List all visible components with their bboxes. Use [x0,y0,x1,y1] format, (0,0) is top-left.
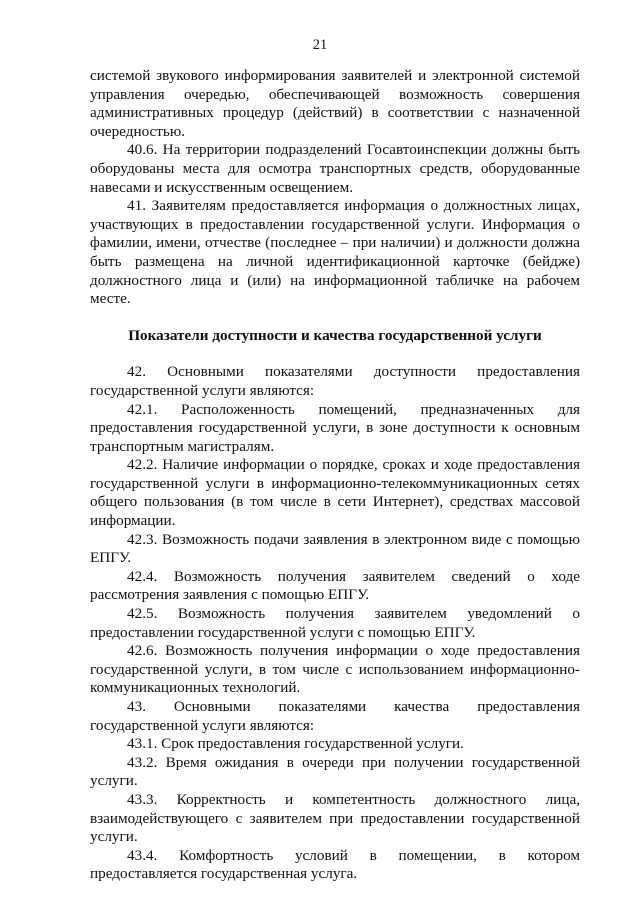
paragraph-42-4: 42.4. Возможность получения заявителем сведений о ходе рассмотрения заявления с помощью ЕПГУ. [90,567,580,604]
paragraph-42-1: 42.1. Расположенность помещений, предназначенных для предоставления государственной услуги, в зоне доступности к основным транспортным магистралям. [90,400,580,455]
section-heading: Показатели доступности и качества государственной услуги [128,326,542,344]
paragraph-40-6: 40.6. На территории подразделений Госавтоинспекции должны быть оборудованы места для осмотра транспортных средств, оборудованные навесами и искусственным освещением. [90,141,580,196]
paragraph-continuation: системой звукового информирования заявителей и электронной системой управления очередью, обеспечивающей возможность совершения административных процедур (действий) в соответствии с назначенной очередностью. [90,67,580,140]
paragraph-43: 43. Основными показателями качества предоставления государственной услуги являются: [90,698,580,734]
paragraph-42: 42. Основными показателями доступности предоставления государственной услуги являются: [90,363,580,399]
paragraph-42-5: 42.5. Возможность получения заявителем уведомлений о предоставлении государственной услуги с помощью ЕПГУ. [90,605,580,641]
document-body [90,67,580,884]
paragraph-43-2: 43.2. Время ожидания в очереди при получении государственной услуги. [90,753,580,790]
paragraph-42-3: 42.3. Возможность подачи заявления в электронном виде с помощью ЕПГУ. [90,530,580,567]
paragraph-43-3: 43.3. Корректность и компетентность должностного лица, взаимодействующего с заявителем при предоставлении государственной услуги. [90,790,580,846]
paragraph-43-4: 43.4. Комфортность условий в помещении, в котором предоставляется государственная услуга. [90,846,580,883]
paragraph-41: 41. Заявителям предоставляется информация о должностных лицах, участвующих в предоставлении государственной услуги. Информация о фамилии, имени, отчестве (последнее – при наличии) и должности должна быть размещена на личной идентификационной карточке (бейдже) должностного лица и (или) на информационной табличке на рабочем месте. [90,197,580,308]
paragraph-43-1: 43.1. Срок предоставления государственной услуги. [127,735,464,753]
paragraph-42-6: 42.6. Возможность получения информации о ходе предоставления государственной услуги, в том числе с использованием информационно-коммуникационных технологий. [90,642,580,697]
paragraph-42-2: 42.2. Наличие информации о порядке, сроках и ходе предоставления государственной услуги в информационно-телекоммуникационных сетях общего пользования (в том числе в сети Интернет), средствах массовой информации. [90,456,580,530]
page-number: 21 [312,37,328,53]
